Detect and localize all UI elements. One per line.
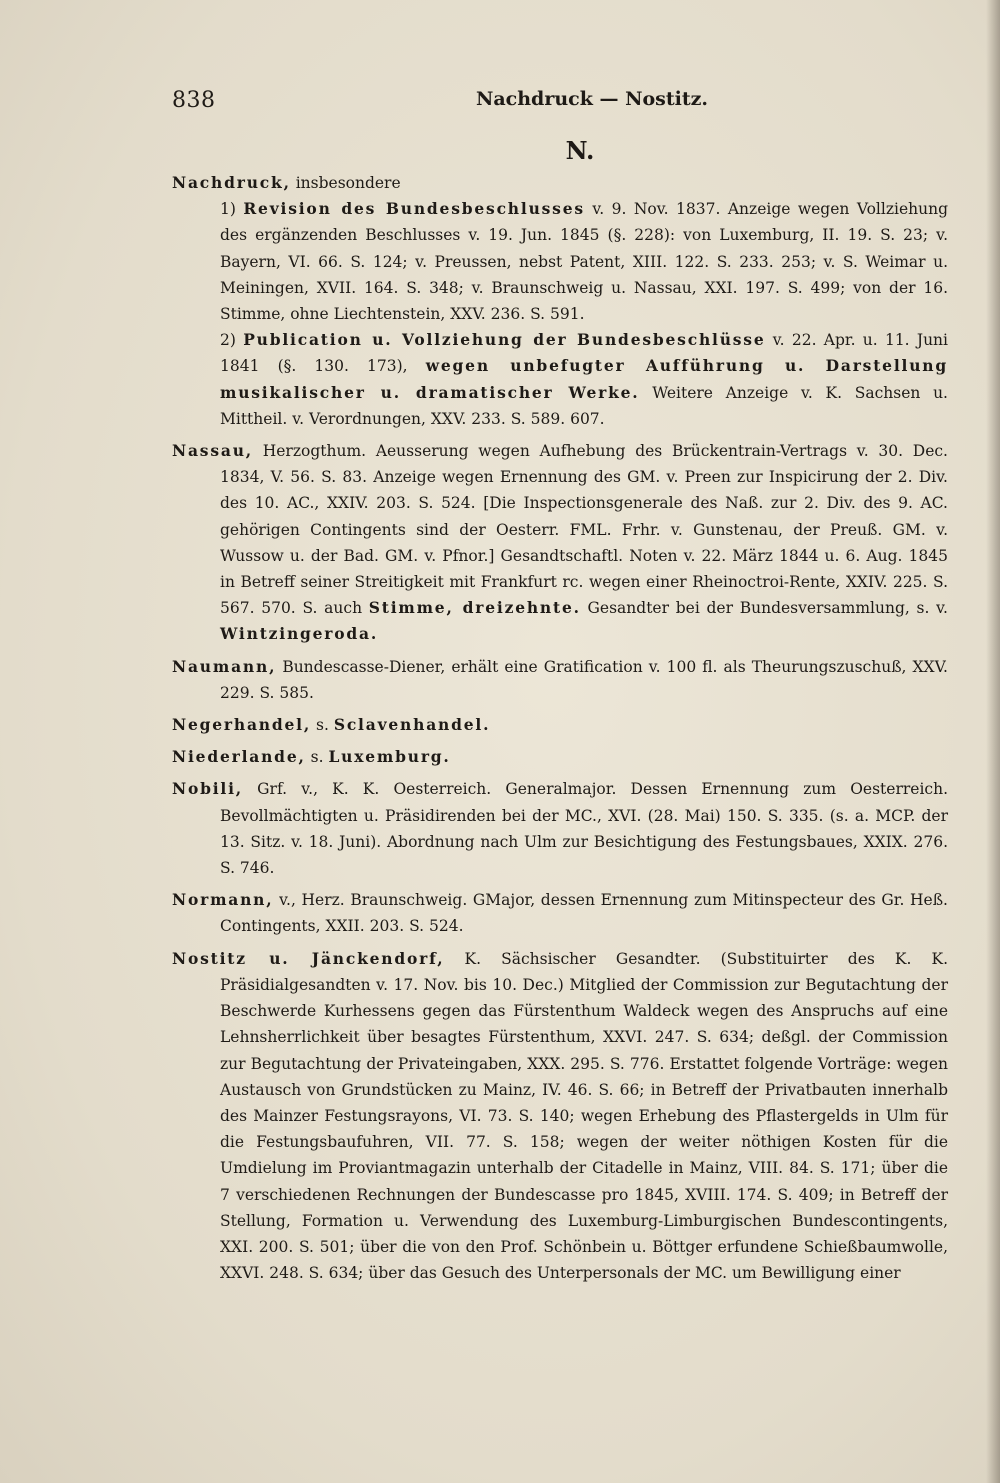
page-number: 838	[172, 88, 216, 113]
page-header	[172, 88, 952, 122]
entry-head: Nassau,	[172, 441, 253, 461]
subentry-number: 1)	[220, 200, 236, 219]
entry-text-2: Gesandter bei der Bundesversammlung, s. v.	[587, 599, 948, 618]
subentry-head: Revision des Bundesbeschlusses	[243, 199, 585, 219]
entry-nassau	[172, 438, 948, 648]
subentry-head: Publication u. Vollziehung der Bundesbeschlüsse	[243, 330, 766, 350]
entry-head: Nobili,	[172, 779, 244, 799]
section-letter: N.	[565, 136, 595, 165]
running-title: Nachdruck — Nostitz.	[475, 88, 709, 110]
entry-niederlande	[172, 744, 948, 770]
index-content	[172, 170, 948, 1292]
subentry-text-2: Weitere Anzeige v. K. Sachsen u. Mittheil. v. Verordnungen, XXV. 233. S. 589. 607.	[220, 383, 948, 428]
entry-crossref: Wintzingeroda.	[220, 624, 379, 644]
entry-head: Negerhandel,	[172, 715, 312, 735]
entry-normann	[172, 887, 948, 939]
entry-text: insbesondere	[295, 174, 401, 192]
entry-negerhandel	[172, 712, 948, 738]
entry-text: Grf. v., K. K. Oesterreich. Generalmajor. Dessen Ernennung zum Oesterreich. Bevollmächtigten u. Präsidirenden bei der MC., XVI. (28. Mai) 150. S. 335. (s. a. MCP. der 13. Sitz. v. 18. Juni). Abordnung nach Ulm zur Besichtigung des Festungsbaues, XXIX. 276. S. 746.	[220, 780, 948, 878]
subentry-number: 2)	[220, 331, 236, 350]
entry-naumann	[172, 654, 948, 706]
entry-see: s.	[316, 716, 329, 735]
entry-head: Nachdruck,	[172, 173, 291, 192]
subentry-head-2: wegen unbefugter Aufführung u. Darstellung musikalischer u. dramatischer Werke.	[220, 356, 948, 402]
entry-nachdruck	[172, 170, 948, 196]
entry-see: s.	[310, 748, 324, 767]
entry-crossref: Sclavenhandel.	[333, 715, 491, 735]
entry-head: Naumann,	[172, 656, 277, 676]
entry-text: Bundescasse-Diener, erhält eine Gratification v. 100 fl. als Theurungszuschuß, XXV. 229. S. 585.	[220, 657, 948, 702]
entry-head: Niederlande,	[172, 747, 306, 767]
entry-crossref: Luxemburg.	[328, 747, 451, 767]
entry-text: v., Herz. Braunschweig. GMajor, dessen Ernennung zum Mitinspecteur des Gr. Heß. Contingents, XXII. 203. S. 524.	[220, 891, 948, 936]
subentry-text: v. 22. Apr. u. 11. Juni 1841 (§. 130. 173),	[220, 331, 948, 376]
subentry-revision	[172, 196, 948, 327]
entry-head: Nostitz u. Jänckendorf,	[172, 948, 445, 968]
entry-text: K. Sächsischer Gesandter. (Substituirter des K. K. Präsidialgesandten v. 17. Nov. bis 10. Dec.) Mitglied der Commission zur Begutachtung der Beschwerde Kurhessens gegen das Fürstenthum Waldeck wegen des Anspruchs auf eine Lehnsherrlichkeit über besagtes Fürstenthum, XXVI. 247. S. 634; deßgl. der Commission zur Begutachtung der Privateingaben, XXX. 295. S. 776. Erstattet folgende Vorträge: wegen Austausch von Grundstücken zu Mainz, IV. 46. S. 66; in Betreff der Privatbauten innerhalb des Mainzer Festungsrayons, VI. 73. S. 140; wegen Erhebung des Pflastergelds in Ulm für die Festungsbaufuhren, VII. 77. S. 158; wegen der weiter nöthigen Kosten für die Umdielung im Proviantmagazin unterhalb der Citadelle in Mainz, VIII. 84. S. 171; über die 7 verschiedenen Rechnungen der Bundescasse pro 1845, XVIII. 174. S. 409; in Betreff der Stellung, Formation u. Verwendung des Luxemburg-Limburgischen Bundescontingents, XXI. 200. S. 501; über die von den Prof. Schönbein u. Böttger erfundene Schießbaumwolle, XXVI. 248. S. 634; über das Gesuch des Unterpersonals der MC. um Bewilligung einer	[220, 949, 949, 1283]
entry-nobili	[172, 776, 948, 881]
entry-crossref-head: Stimme, dreizehnte.	[368, 598, 581, 618]
entry-text: Herzogthum. Aeusserung wegen Aufhebung des Brückentrain-Vertrags v. 30. Dec. 1834, V. 56. S. 83. Anzeige wegen Ernennung des GM. v. Preen zur Inspicirung der 2. Div. des 10. AC., XXIV. 203. S. 524. [Die Inspectionsgenerale des Naß. zur 2. Div. des 9. AC. gehörigen Contingents sind der Oesterr. FML. Frhr. v. Gunstenau, der Preuß. GM. v. Wussow u. der Bad. GM. v. Pfnor.] Gesandtschaftl. Noten v. 22. März 1844 u. 6. Aug. 1845 in Betreff seiner Streitigkeit mit Frankfurt rc. wegen einer Rheinoctroi-Rente, XXIV. 225. S. 567. 570. S. auch	[220, 442, 948, 618]
entry-nostitz	[172, 946, 948, 1287]
entry-head: Normann,	[172, 890, 274, 910]
subentry-publication	[172, 327, 948, 432]
subentry-text: v. 9. Nov. 1837. Anzeige wegen Vollziehung des ergänzenden Beschlusses v. 19. Jun. 1845 (§. 228): von Luxemburg, II. 19. S. 23; v. Bayern, VI. 66. S. 124; v. Preussen, nebst Patent, XIII. 122. S. 233. 253; v. S. Weimar u. Meiningen, XVII. 164. S. 348; v. Braunschweig u. Nassau, XXI. 197. S. 499; von der 16. Stimme, ohne Liechtenstein, XXV. 236. S. 591.	[220, 200, 949, 324]
